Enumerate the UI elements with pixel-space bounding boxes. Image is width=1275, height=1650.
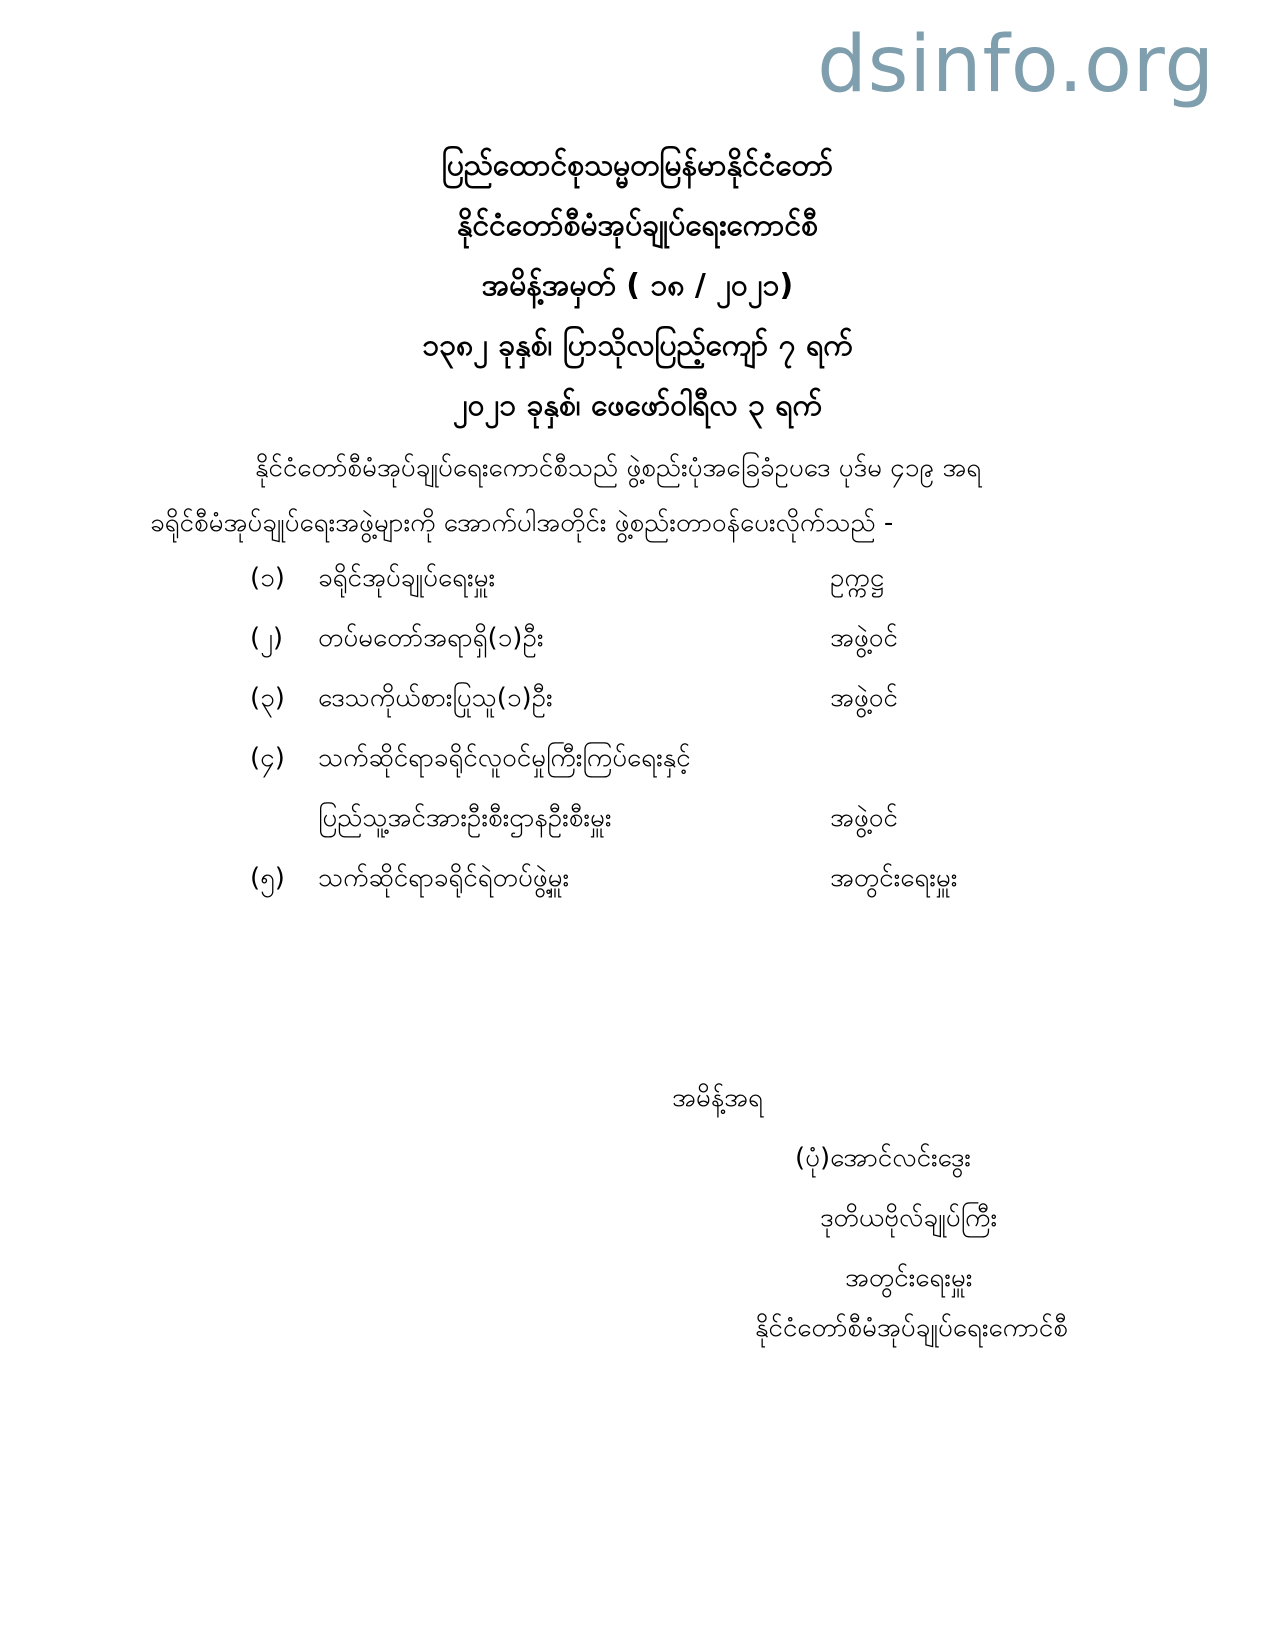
signatory-organization: နိုင်ငံတော်စီမံအုပ်ချုပ်ရေးကောင်စီ xyxy=(755,1313,1068,1343)
by-order-label: အမိန့်အရ xyxy=(672,1083,763,1113)
item-number: (၂) xyxy=(250,623,284,653)
item-description: ဒေသကိုယ်စားပြုသူ(၁)ဦး xyxy=(318,683,553,713)
signatory-name: (ပုံ)အောင်လင်းဒွေး xyxy=(795,1143,971,1173)
item-role: အတွင်းရေးမှူး xyxy=(830,863,958,893)
header-council: နိုင်ငံတော်စီမံအုပ်ချုပ်ရေးကောင်စီ xyxy=(457,208,818,243)
signatory-rank: ဒုတိယဗိုလ်ချုပ်ကြီး xyxy=(820,1203,998,1233)
item-description: သက်ဆိုင်ရာခရိုင်လူဝင်မှုကြီးကြပ်ရေးနှင့် xyxy=(318,743,691,773)
item-number: (၃) xyxy=(250,683,285,713)
body-paragraph-line-1: နိုင်ငံတော်စီမံအုပ်ချုပ်ရေးကောင်စီသည် ဖွဲ့စည်းပုံအခြေခံဥပဒေ ပုဒ်မ ၄၁၉ အရ xyxy=(255,453,982,483)
item-role: အဖွဲ့ဝင် xyxy=(830,803,898,833)
watermark-text: dsinfo.org xyxy=(817,20,1215,110)
item-role: အဖွဲ့ဝင် xyxy=(830,683,898,713)
header-myanmar-date: ၁၃၈၂ ခုနှစ်၊ ပြာသိုလပြည့်ကျော် ၇ ရက် xyxy=(422,328,853,363)
item-description: ခရိုင်အုပ်ချုပ်ရေးမှူး xyxy=(318,563,496,593)
item-role: အဖွဲ့ဝင် xyxy=(830,623,898,653)
item-description: တပ်မတော်အရာရှိ(၁)ဦး xyxy=(318,623,544,653)
item-role: ဥက္ကဋ္ဌ xyxy=(830,563,884,593)
header-order-number: အမိန့်အမှတ် ( ၁၈ / ၂၀၂၁) xyxy=(481,268,794,303)
body-paragraph-line-2: ခရိုင်စီမံအုပ်ချုပ်ရေးအဖွဲ့များကို အောက်ပါအတိုင်း ဖွဲ့စည်းတာဝန်ပေးလိုက်သည် - xyxy=(150,508,894,538)
item-description: သက်ဆိုင်ရာခရိုင်ရဲတပ်ဖွဲ့မှူး xyxy=(318,863,570,893)
header-country: ပြည်ထောင်စုသမ္မတမြန်မာနိုင်ငံတော် xyxy=(441,148,834,183)
signatory-title: အတွင်းရေးမှူး xyxy=(845,1263,973,1293)
item-number: (၄) xyxy=(250,743,285,773)
item-number: (၅) xyxy=(250,863,285,893)
item-number: (၁) xyxy=(250,563,285,593)
item-description-continued: ပြည်သူ့အင်အားဦးစီးဌာနဦးစီးမှူး xyxy=(318,803,612,833)
header-gregorian-date: ၂၀၂၁ ခုနှစ်၊ ဖေဖော်ဝါရီလ ၃ ရက် xyxy=(452,388,823,423)
